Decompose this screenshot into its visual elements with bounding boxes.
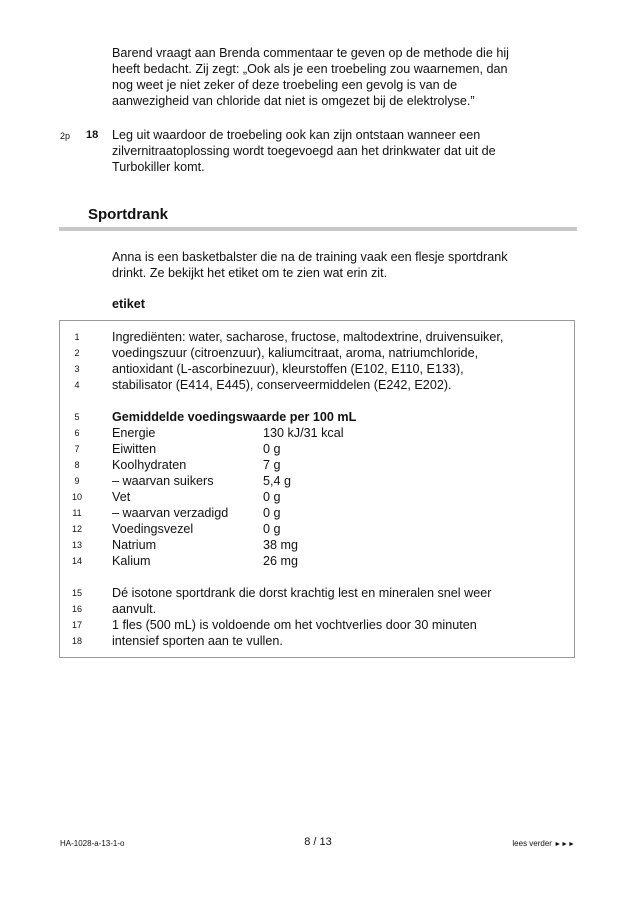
- line-number: 5: [74, 412, 80, 422]
- section-divider: [59, 227, 577, 231]
- question-points: 2p: [60, 131, 71, 141]
- nutrient-name: Kalium: [112, 554, 151, 568]
- line-number: 13: [71, 540, 82, 550]
- ingredients-line: Ingrediënten: water, sacharose, fructose, maltodextrine, druivensuiker,: [112, 330, 504, 344]
- line-number: 15: [71, 588, 82, 598]
- next-page-indicator: [512, 839, 575, 848]
- line-number: 4: [74, 380, 80, 390]
- line-number: 3: [74, 364, 80, 374]
- ingredients-line: stabilisator (E414, E445), conserveermiddelen (E242, E202).: [112, 378, 452, 392]
- claim-line: 1 fles (500 mL) is voldoende om het vochtverlies door 30 minuten: [112, 618, 477, 632]
- line-number: 12: [71, 524, 82, 534]
- nutrient-name: Vet: [112, 490, 131, 504]
- nutrient-value: 5,4 g: [263, 474, 292, 488]
- intro-paragraph: [112, 45, 509, 109]
- claim-line: aanvult.: [112, 602, 157, 616]
- nutrient-value: 26 mg: [263, 554, 299, 568]
- nutrient-name: Voedingsvezel: [112, 522, 194, 536]
- nutrient-value: 130 kJ/31 kcal: [263, 426, 344, 440]
- question-number: 18: [86, 129, 99, 141]
- nutrient-name: Energie: [112, 426, 156, 440]
- question-line: Turbokiller komt.: [112, 160, 205, 174]
- nutrient-name: – waarvan verzadigd: [112, 506, 229, 520]
- line-number: 17: [71, 620, 82, 630]
- intro-line: heeft bedacht. Zij zegt: „Ook als je een troebeling zou waarnemen, dan: [112, 62, 508, 76]
- claim-line: Dé isotone sportdrank die dorst krachtig lest en mineralen snel weer: [112, 586, 492, 600]
- ingredients-line: voedingszuur (citroenzuur), kaliumcitraat, aroma, natriumchloride,: [112, 346, 479, 360]
- line-number: 9: [74, 476, 80, 486]
- line-number: 16: [71, 604, 82, 614]
- next-page-label: lees verder: [512, 839, 552, 848]
- line-number: 18: [71, 636, 82, 646]
- document-code: HA-1028-a-13-1-o: [60, 839, 125, 848]
- ingredients-line: antioxidant (L-ascorbinezuur), kleurstoffen (E102, E110, E133),: [112, 362, 464, 376]
- line-number: 14: [71, 556, 82, 566]
- nutrient-name: – waarvan suikers: [112, 474, 214, 488]
- line-number: 11: [72, 508, 82, 518]
- nutrient-name: Natrium: [112, 538, 157, 552]
- nutrient-value: 0 g: [263, 442, 281, 456]
- claim-line: intensief sporten aan te vullen.: [112, 634, 283, 648]
- triple-arrow-icon: ►►►: [554, 841, 575, 848]
- nutrient-value: 0 g: [263, 490, 281, 504]
- page-number: 8 / 13: [304, 836, 332, 848]
- intro-line: Barend vraagt aan Brenda commentaar te geven op de methode die hij: [112, 46, 509, 60]
- section-intro-line: drinkt. Ze bekijkt het etiket om te zien wat erin zit.: [112, 266, 388, 280]
- nutrient-value: 0 g: [263, 522, 281, 536]
- intro-line: nog weet je niet zeker of deze troebeling een gevolg is van de: [112, 78, 458, 92]
- nutrient-value: 0 g: [263, 506, 281, 520]
- line-number: 10: [71, 492, 82, 502]
- question-line: zilvernitraatoplossing wordt toegevoegd aan het drinkwater dat uit de: [112, 144, 496, 158]
- line-number: 7: [74, 444, 80, 454]
- nutrition-heading: Gemiddelde voedingswaarde per 100 mL: [112, 410, 357, 424]
- nutrient-value: 7 g: [263, 458, 281, 472]
- line-number: 1: [74, 332, 80, 342]
- line-number: 8: [74, 460, 80, 470]
- nutrient-value: 38 mg: [263, 538, 299, 552]
- label-title: etiket: [112, 297, 145, 311]
- intro-line: aanwezigheid van chloride dat niet is omgezet bij de elektrolyse.”: [112, 94, 475, 108]
- section-intro: [112, 249, 508, 281]
- section-title: Sportdrank: [88, 206, 169, 223]
- nutrient-name: Eiwitten: [112, 442, 157, 456]
- section-intro-line: Anna is een basketbalster die na de training vaak een flesje sportdrank: [112, 250, 508, 264]
- nutrient-name: Koolhydraten: [112, 458, 187, 472]
- question-text: [112, 127, 496, 175]
- line-number: 2: [74, 348, 80, 358]
- line-number: 6: [74, 428, 80, 438]
- question-line: Leg uit waardoor de troebeling ook kan zijn ontstaan wanneer een: [112, 128, 481, 142]
